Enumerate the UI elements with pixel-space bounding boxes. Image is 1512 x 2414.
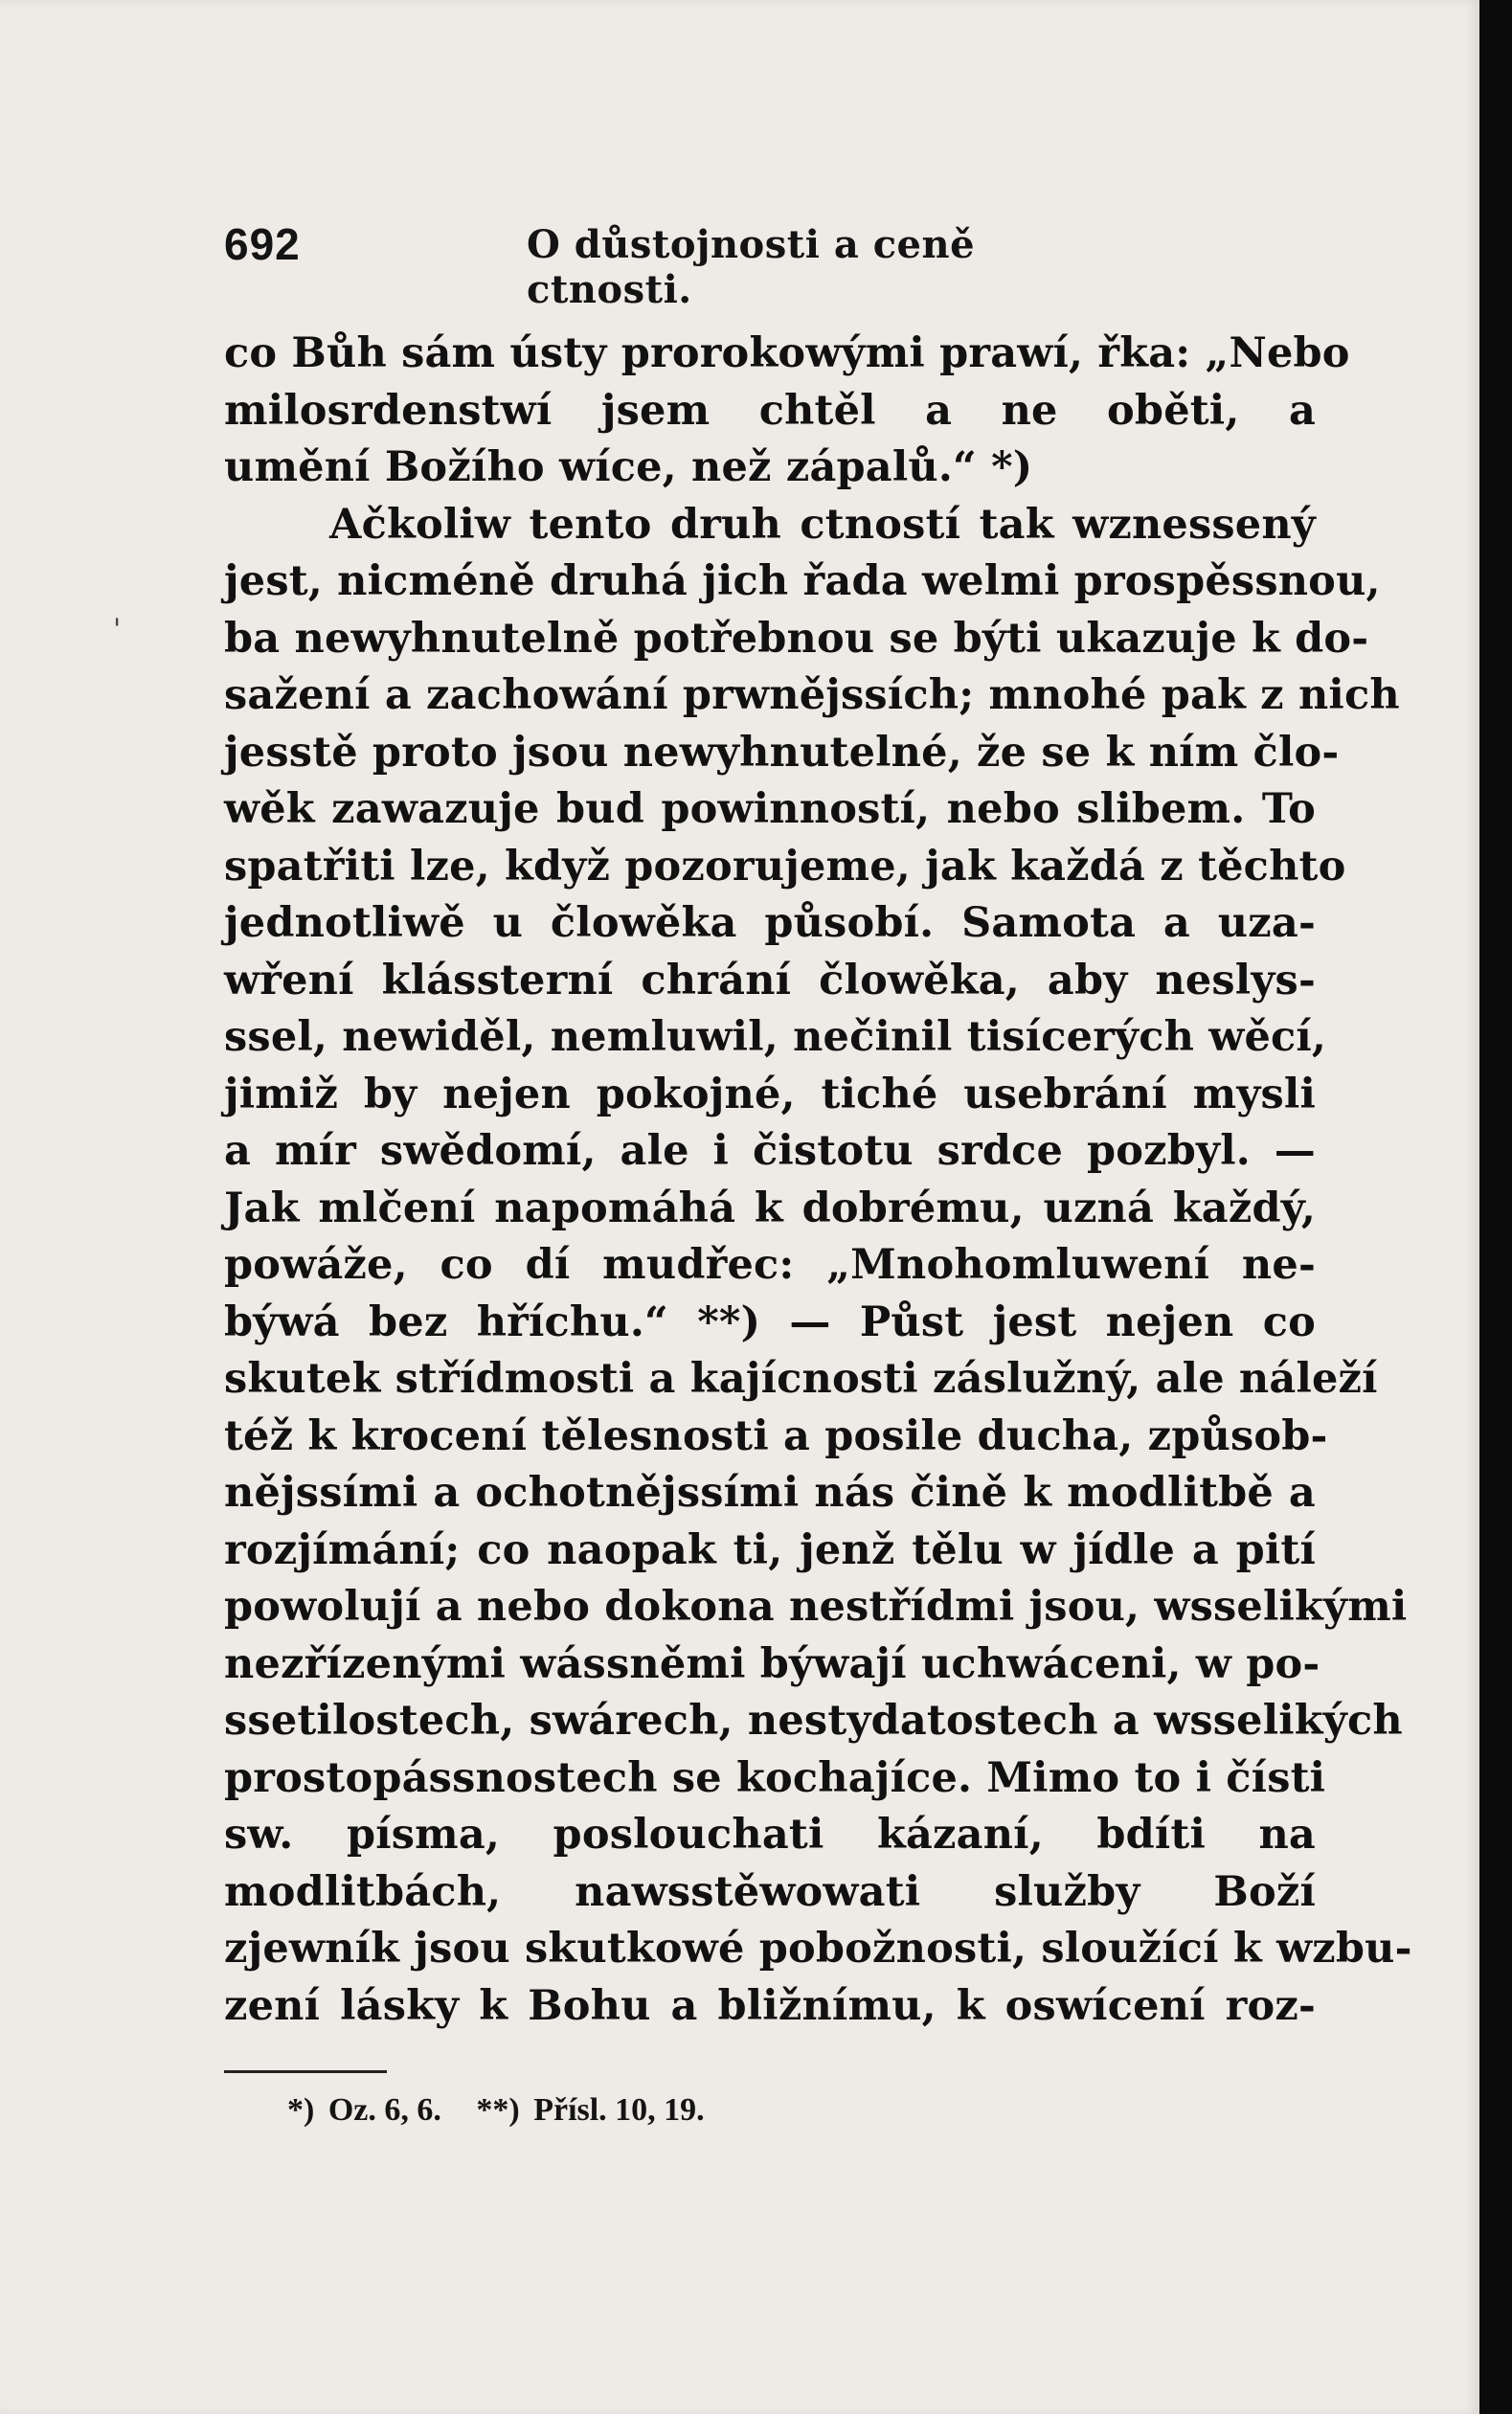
- running-title: O důstojnosti a ceně ctnosti.: [527, 222, 976, 312]
- text-line: co Bůh sám ústy prorokowými prawí, řka: „Nebo: [224, 329, 1350, 377]
- footnote-1-reference: Oz. 6, 6.: [327, 2092, 441, 2128]
- text-line: jesstě proto jsou newyhnutelné, že se k ním člo-: [224, 728, 1340, 777]
- footnote-2-marker: **): [476, 2092, 520, 2128]
- text-line: powolují a nebo dokona nestřídmi jsou, wsselikými: [224, 1583, 1408, 1631]
- text-line: nezřízenými wássněmi býwají uchwáceni, w po-: [224, 1639, 1320, 1688]
- text-line: wření klássterní chrání člowěka, aby neslys-: [224, 956, 1316, 1004]
- text-line: a mír swědomí, ale i čistotu srdce pozbyl. —: [224, 1127, 1316, 1175]
- page-header: [224, 213, 1028, 312]
- text-line: ssetilostech, swárech, nestydatostech a wsselikých: [224, 1697, 1403, 1745]
- text-line: též k krocení tělesnosti a posile ducha, způsob-: [224, 1411, 1328, 1460]
- footnote-1-marker: *): [287, 2092, 315, 2128]
- text-line: milosrdenstwí jsem chtěl a ne oběti, a: [224, 386, 1316, 435]
- body-text: [224, 326, 1412, 2035]
- footnote-2-reference: Přísl. 10, 19.: [533, 2092, 705, 2128]
- text-line: ba newyhnutelně potřebnou se býti ukazuje k do-: [224, 614, 1369, 663]
- text-line: wěk zawazuje bud powinností, nebo slibem. To: [224, 785, 1316, 833]
- footnote-divider: [224, 2070, 387, 2073]
- text-line: Ačkoliw tento druh ctností tak wznessený: [329, 500, 1316, 549]
- text-line: rozjímání; co naopak ti, jenž tělu w jídle a pití: [224, 1525, 1316, 1574]
- text-line: jest, nicméně druhá jich řada welmi prospěssnou,: [224, 557, 1381, 605]
- text-line: jimiž by nejen pokojné, tiché usebrání mysli: [224, 1070, 1316, 1118]
- text-line: jednotliwě u člowěka působí. Samota a uza-: [224, 899, 1316, 947]
- scan-edge: [1479, 0, 1512, 2414]
- text-line: zení lásky k Bohu a bližnímu, k oswícení roz-: [224, 1981, 1316, 2030]
- text-line: sažení a zachowání prwnějssích; mnohé pak z nich: [224, 671, 1400, 719]
- text-line: nějssími a ochotnějssími nás čině k modlitbě a: [224, 1469, 1316, 1517]
- footnotes: [287, 2092, 711, 2129]
- text-line: spatřiti lze, když pozorujeme, jak každá z těchto: [224, 842, 1346, 891]
- text-line: prostopássnostech se kochajíce. Mimo to i čísti: [224, 1753, 1326, 1802]
- page-number: 692: [224, 219, 301, 269]
- text-line: ssel, newiděl, nemluwil, nečinil tisícerých wěcí,: [224, 1013, 1327, 1061]
- text-line: powáže, co dí mudřec: „Mnohomluwení ne-: [224, 1241, 1316, 1289]
- text-line: Jak mlčení napomáhá k dobrému, uzná každý,: [224, 1184, 1316, 1232]
- text-line: sw. písma, poslouchati kázaní, bdíti na: [224, 1811, 1316, 1859]
- text-line: býwá bez hříchu.“ **) — Půst jest nejen co: [224, 1297, 1316, 1346]
- text-line: umění Božího wíce, než zápalů.“ *): [224, 443, 1033, 491]
- text-line: modlitbách, nawsstěwowati služby Boží: [224, 1867, 1316, 1916]
- margin-mark: ': [113, 613, 122, 646]
- text-line: zjewník jsou skutkowé pobožnosti, sloužící k wzbu-: [224, 1925, 1412, 1973]
- text-line: skutek střídmosti a kajícnosti záslužný, ale náleží: [224, 1355, 1378, 1403]
